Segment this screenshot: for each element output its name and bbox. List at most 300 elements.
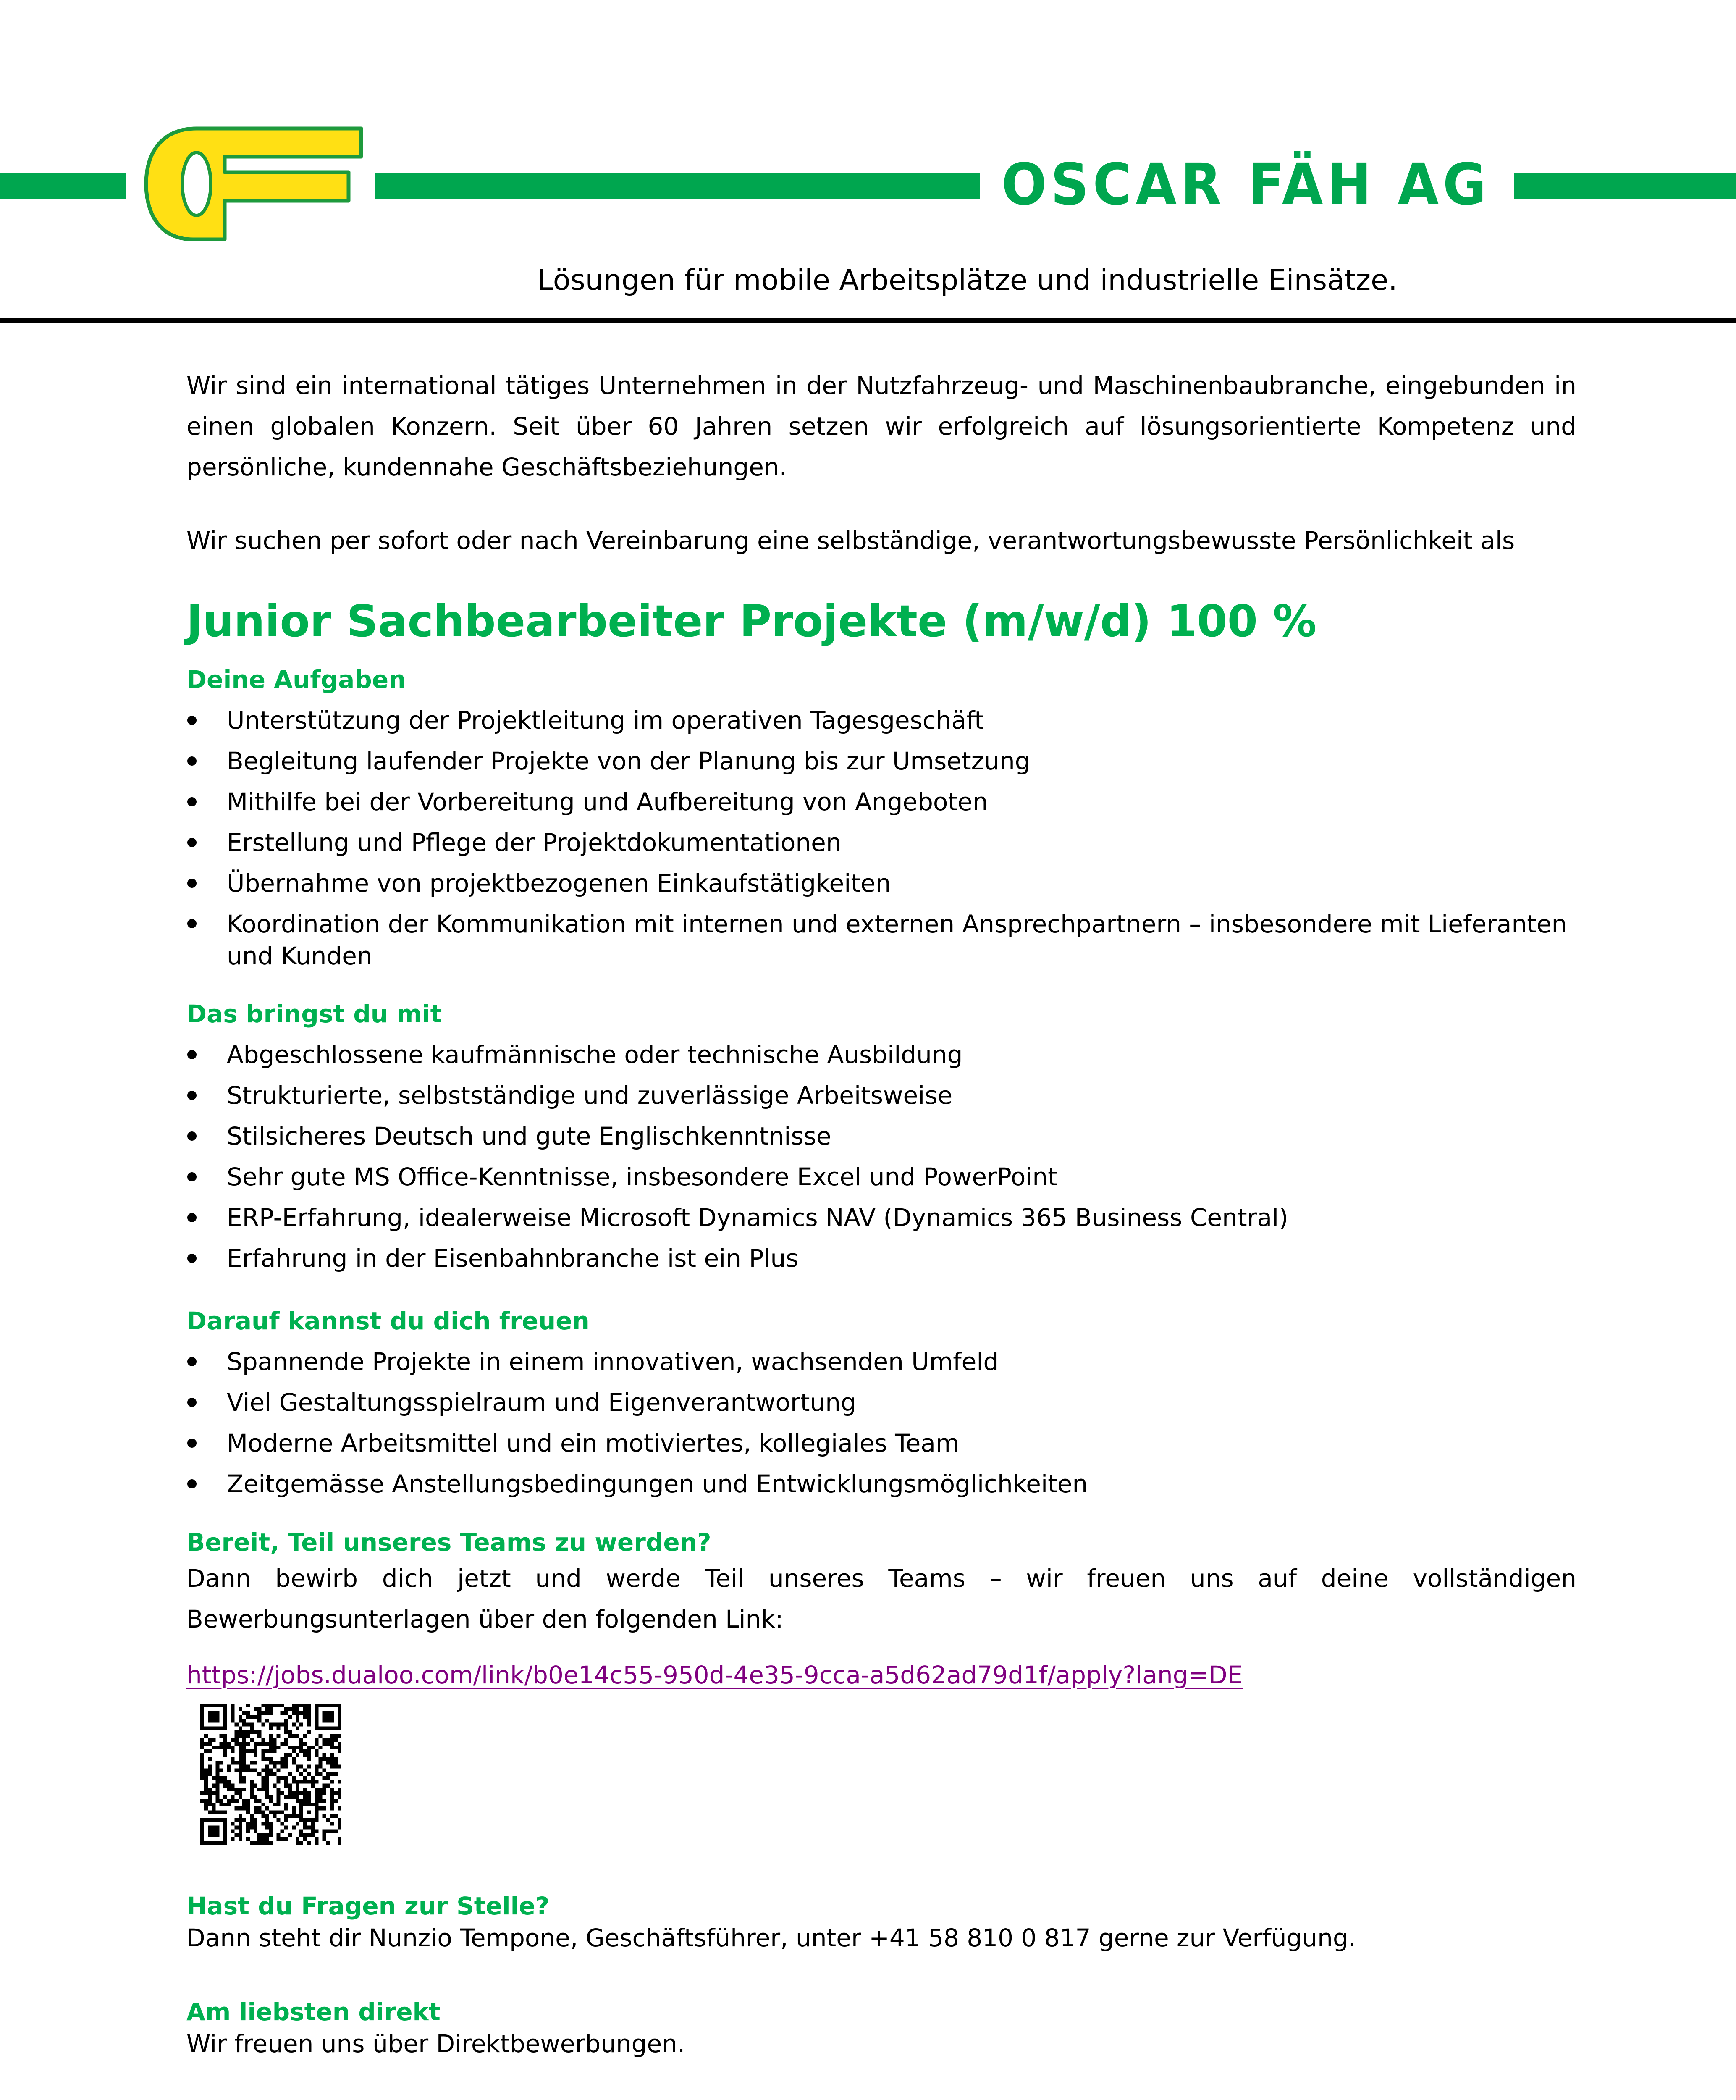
- qr-module: [277, 1768, 281, 1772]
- qr-module: [246, 1837, 250, 1841]
- qr-module: [269, 1704, 273, 1707]
- qr-module: [208, 1833, 212, 1837]
- qr-module: [215, 1841, 219, 1845]
- qr-module: [265, 1837, 269, 1841]
- qr-module: [299, 1764, 303, 1768]
- qr-module: [235, 1734, 239, 1738]
- qr-module: [257, 1788, 261, 1791]
- qr-module: [299, 1841, 303, 1845]
- qr-module: [265, 1788, 269, 1791]
- qr-module: [292, 1711, 296, 1715]
- qr-module: [281, 1722, 284, 1726]
- qr-module: [254, 1707, 257, 1711]
- list-item: Erfahrung in der Eisenbahnbranche ist ein Plus: [186, 1238, 1576, 1279]
- qr-module: [219, 1704, 223, 1707]
- qr-module: [219, 1818, 223, 1822]
- qr-module: [307, 1810, 311, 1814]
- qr-module: [212, 1810, 215, 1814]
- qr-module: [250, 1791, 254, 1795]
- qr-module: [299, 1833, 303, 1837]
- qr-module: [246, 1711, 250, 1715]
- qr-module: [239, 1837, 242, 1841]
- qr-module: [307, 1730, 311, 1734]
- qr-module: [330, 1719, 334, 1722]
- qr-module: [250, 1818, 254, 1822]
- list-item: Erstellung und Pflege der Projektdokumentationen: [186, 822, 1576, 863]
- qr-module: [330, 1806, 334, 1810]
- qr-module: [273, 1772, 277, 1776]
- qr-module: [231, 1795, 235, 1799]
- qr-module: [303, 1818, 307, 1822]
- qr-module: [223, 1795, 227, 1799]
- qr-module: [242, 1753, 246, 1757]
- qr-module: [212, 1833, 215, 1837]
- bullet-icon: [187, 716, 197, 725]
- qr-module: [319, 1764, 323, 1768]
- qr-module: [235, 1742, 239, 1746]
- direct-heading: Am liebsten direkt: [186, 1998, 441, 2026]
- qr-module: [292, 1761, 296, 1764]
- qr-module: [250, 1780, 254, 1784]
- qr-module: [281, 1761, 284, 1764]
- qr-module: [284, 1806, 288, 1810]
- qr-module: [323, 1715, 326, 1719]
- company-logo-icon: [143, 125, 365, 244]
- qr-module: [296, 1814, 299, 1818]
- qr-module: [239, 1806, 242, 1810]
- qr-module: [200, 1822, 204, 1826]
- qr-module: [323, 1784, 326, 1788]
- qr-module: [303, 1753, 307, 1757]
- qr-module: [239, 1772, 242, 1776]
- qr-module: [219, 1742, 223, 1746]
- qr-module: [299, 1711, 303, 1715]
- qr-module: [223, 1734, 227, 1738]
- qr-module: [273, 1722, 277, 1726]
- qr-module: [254, 1715, 257, 1719]
- qr-module: [299, 1806, 303, 1810]
- qr-module: [284, 1795, 288, 1799]
- qr-module: [239, 1814, 242, 1818]
- qr-module: [212, 1738, 215, 1742]
- qr-module: [307, 1722, 311, 1726]
- qr-module: [208, 1749, 212, 1753]
- qr-module: [261, 1711, 265, 1715]
- qr-module: [303, 1803, 307, 1806]
- qr-module: [277, 1704, 281, 1707]
- qr-module: [257, 1730, 261, 1734]
- qr-module: [208, 1768, 212, 1772]
- qr-module: [204, 1791, 208, 1795]
- qr-module: [242, 1749, 246, 1753]
- qr-module: [338, 1822, 341, 1826]
- bullet-icon: [187, 1131, 197, 1141]
- qr-module: [284, 1711, 288, 1715]
- qr-module: [284, 1784, 288, 1788]
- qr-module: [215, 1719, 219, 1722]
- qr-module: [246, 1830, 250, 1833]
- qr-module: [215, 1761, 219, 1764]
- qr-module: [231, 1704, 235, 1707]
- qr-module: [269, 1746, 273, 1749]
- qr-module: [257, 1742, 261, 1746]
- qr-module: [288, 1730, 292, 1734]
- qr-module: [204, 1799, 208, 1803]
- bullet-icon: [187, 1357, 197, 1366]
- qr-module: [307, 1707, 311, 1711]
- qr-module: [281, 1764, 284, 1768]
- qr-module: [200, 1772, 204, 1776]
- qr-module: [292, 1704, 296, 1707]
- qr-module: [330, 1746, 334, 1749]
- qr-module: [219, 1746, 223, 1749]
- qr-module: [307, 1715, 311, 1719]
- qr-module: [208, 1742, 212, 1746]
- qr-module: [330, 1822, 334, 1826]
- qr-module: [246, 1722, 250, 1726]
- qr-module: [288, 1715, 292, 1719]
- qr-module: [223, 1776, 227, 1780]
- qr-module: [250, 1749, 254, 1753]
- qr-module: [219, 1780, 223, 1784]
- qr-module: [338, 1806, 341, 1810]
- header-bar-left: [0, 173, 126, 199]
- list-item: ERP-Erfahrung, idealerweise Microsoft Dynamics NAV (Dynamics 365 Business Central): [186, 1197, 1576, 1238]
- qr-module: [307, 1803, 311, 1806]
- qr-module: [212, 1719, 215, 1722]
- qr-module: [208, 1818, 212, 1822]
- qr-module: [299, 1704, 303, 1707]
- qr-module: [239, 1730, 242, 1734]
- qr-module: [204, 1704, 208, 1707]
- qr-module: [311, 1822, 315, 1826]
- qr-module: [246, 1704, 250, 1707]
- qr-module: [204, 1749, 208, 1753]
- qr-module: [311, 1818, 315, 1822]
- qr-module: [212, 1726, 215, 1730]
- qr-module: [288, 1795, 292, 1799]
- qr-module: [338, 1826, 341, 1830]
- qr-module: [265, 1707, 269, 1711]
- qr-module: [246, 1730, 250, 1734]
- qr-code-icon[interactable]: [200, 1704, 341, 1845]
- qr-module: [212, 1818, 215, 1822]
- qr-module: [254, 1746, 257, 1749]
- qr-module: [231, 1746, 235, 1749]
- qr-module: [284, 1707, 288, 1711]
- qr-module: [296, 1784, 299, 1788]
- qr-module: [227, 1799, 231, 1803]
- qr-module: [281, 1830, 284, 1833]
- qr-module: [338, 1711, 341, 1715]
- qr-module: [261, 1837, 265, 1841]
- qr-module: [281, 1837, 284, 1841]
- qr-module: [215, 1726, 219, 1730]
- qr-module: [338, 1764, 341, 1768]
- qr-module: [235, 1788, 239, 1791]
- qr-module: [235, 1761, 239, 1764]
- qr-module: [231, 1799, 235, 1803]
- qr-module: [277, 1746, 281, 1749]
- qr-module: [303, 1776, 307, 1780]
- qr-module: [323, 1806, 326, 1810]
- job-title: Junior Sachbearbeiter Projekte (m/w/d) 100 %: [186, 596, 1317, 647]
- qr-module: [299, 1738, 303, 1742]
- qr-module: [212, 1711, 215, 1715]
- qr-module: [323, 1830, 326, 1833]
- qr-module: [261, 1722, 265, 1726]
- qr-module: [254, 1841, 257, 1845]
- qr-module: [269, 1822, 273, 1826]
- qr-module: [292, 1791, 296, 1795]
- qr-module: [315, 1780, 318, 1784]
- qr-module: [223, 1704, 227, 1707]
- qr-module: [299, 1810, 303, 1814]
- header-bar-right: [1514, 173, 1736, 199]
- qr-module: [307, 1749, 311, 1753]
- qr-module: [284, 1742, 288, 1746]
- qr-module: [269, 1761, 273, 1764]
- qr-module: [242, 1738, 246, 1742]
- qr-module: [269, 1795, 273, 1799]
- qr-module: [231, 1749, 235, 1753]
- qr-module: [338, 1707, 341, 1711]
- qr-module: [330, 1799, 334, 1803]
- qr-module: [257, 1799, 261, 1803]
- qr-module: [311, 1803, 315, 1806]
- qr-module: [239, 1791, 242, 1795]
- list-item: Unterstützung der Projektleitung im operativen Tagesgeschäft: [186, 700, 1576, 741]
- qr-module: [223, 1738, 227, 1742]
- qr-module: [269, 1738, 273, 1742]
- qr-module: [334, 1734, 338, 1738]
- qr-module: [323, 1726, 326, 1730]
- qr-module: [277, 1818, 281, 1822]
- qr-module: [208, 1788, 212, 1791]
- qr-module: [273, 1738, 277, 1742]
- qr-module: [284, 1761, 288, 1764]
- qr-module: [330, 1814, 334, 1818]
- qr-module: [277, 1791, 281, 1795]
- qr-module: [307, 1746, 311, 1749]
- qr-module: [269, 1768, 273, 1772]
- header-bar-middle: [375, 173, 980, 199]
- qr-module: [239, 1753, 242, 1757]
- qr-module: [231, 1719, 235, 1722]
- qr-module: [303, 1833, 307, 1837]
- qr-module: [227, 1803, 231, 1806]
- qr-module: [208, 1704, 212, 1707]
- qr-module: [326, 1784, 330, 1788]
- qr-module: [215, 1799, 219, 1803]
- qr-module: [250, 1738, 254, 1742]
- qr-module: [303, 1711, 307, 1715]
- qr-module: [215, 1711, 219, 1715]
- qr-module: [288, 1788, 292, 1791]
- qr-module: [242, 1722, 246, 1726]
- qr-module: [231, 1788, 235, 1791]
- qr-module: [265, 1780, 269, 1784]
- qr-module: [307, 1791, 311, 1795]
- qr-module: [257, 1719, 261, 1722]
- qr-module: [338, 1719, 341, 1722]
- qr-module: [215, 1830, 219, 1833]
- list-item: Abgeschlossene kaufmännische oder technische Ausbildung: [186, 1034, 1576, 1075]
- qr-module: [246, 1734, 250, 1738]
- qr-module: [284, 1730, 288, 1734]
- qr-module: [215, 1784, 219, 1788]
- qr-module: [223, 1803, 227, 1806]
- qr-module: [296, 1711, 299, 1715]
- qr-module: [261, 1788, 265, 1791]
- qr-module: [284, 1726, 288, 1730]
- qr-module: [261, 1810, 265, 1814]
- qr-module: [315, 1742, 318, 1746]
- qr-module: [261, 1704, 265, 1707]
- qr-module: [204, 1803, 208, 1806]
- intro-paragraph: Wir sind ein international tätiges Unternehmen in der Nutzfahrzeug- und Maschinenbaubranche, eingebunden in einen globalen Konzern. Seit über 60 Jahren setzen wir erfolgreich auf lösungsorientierte Kompetenz und persönliche, kundennahe Geschäftsbeziehungen.: [186, 371, 1576, 481]
- qr-module: [281, 1757, 284, 1761]
- qr-module: [277, 1799, 281, 1803]
- qr-module: [254, 1768, 257, 1772]
- qr-module: [303, 1822, 307, 1826]
- qr-module: [338, 1818, 341, 1822]
- qr-module: [261, 1738, 265, 1742]
- qr-module: [246, 1768, 250, 1772]
- qr-module: [281, 1742, 284, 1746]
- qr-module: [303, 1799, 307, 1803]
- qr-module: [315, 1810, 318, 1814]
- qr-module: [311, 1784, 315, 1788]
- qr-module: [303, 1791, 307, 1795]
- qr-module: [338, 1704, 341, 1707]
- qr-module: [200, 1764, 204, 1768]
- qr-module: [215, 1795, 219, 1799]
- qr-module: [307, 1772, 311, 1776]
- qr-module: [215, 1818, 219, 1822]
- qr-module: [208, 1764, 212, 1768]
- qr-module: [281, 1810, 284, 1814]
- qr-module: [265, 1757, 269, 1761]
- qr-module: [315, 1749, 318, 1753]
- qr-module: [323, 1719, 326, 1722]
- qr-module: [315, 1722, 318, 1726]
- qr-module: [299, 1791, 303, 1795]
- qr-module: [292, 1757, 296, 1761]
- bullet-icon: [187, 1398, 197, 1407]
- qr-module: [277, 1803, 281, 1806]
- qr-module: [315, 1764, 318, 1768]
- qr-module: [265, 1841, 269, 1845]
- qr-module: [227, 1746, 231, 1749]
- qr-module: [326, 1772, 330, 1776]
- qr-module: [323, 1837, 326, 1841]
- qr-module: [292, 1795, 296, 1799]
- qr-module: [254, 1742, 257, 1746]
- qr-module: [227, 1780, 231, 1784]
- qr-module: [215, 1791, 219, 1795]
- qr-module: [215, 1704, 219, 1707]
- qr-module: [284, 1780, 288, 1784]
- qr-module: [242, 1764, 246, 1768]
- qr-module: [231, 1830, 235, 1833]
- qr-module: [208, 1803, 212, 1806]
- qr-module: [299, 1818, 303, 1822]
- qr-module: [323, 1753, 326, 1757]
- qr-module: [323, 1776, 326, 1780]
- qr-module: [292, 1722, 296, 1726]
- qr-module: [242, 1799, 246, 1803]
- qr-module: [334, 1738, 338, 1742]
- qr-module: [200, 1837, 204, 1841]
- list-item: Übernahme von projektbezogenen Einkaufstätigkeiten: [186, 863, 1576, 904]
- qr-module: [200, 1776, 204, 1780]
- qr-module: [315, 1768, 318, 1772]
- qr-module: [315, 1799, 318, 1803]
- qr-module: [239, 1795, 242, 1799]
- qr-module: [246, 1799, 250, 1803]
- qr-module: [296, 1715, 299, 1719]
- qr-module: [330, 1830, 334, 1833]
- qr-module: [265, 1826, 269, 1830]
- qr-module: [223, 1722, 227, 1726]
- qr-module: [239, 1707, 242, 1711]
- qr-module: [219, 1803, 223, 1806]
- qr-module: [246, 1806, 250, 1810]
- qr-module: [315, 1806, 318, 1810]
- qr-module: [250, 1784, 254, 1788]
- qr-module: [338, 1837, 341, 1841]
- qr-module: [208, 1799, 212, 1803]
- qr-module: [338, 1746, 341, 1749]
- qr-module: [338, 1791, 341, 1795]
- qr-module: [200, 1833, 204, 1837]
- qr-module: [315, 1841, 318, 1845]
- qr-module: [227, 1742, 231, 1746]
- qr-module: [223, 1746, 227, 1749]
- qr-module: [288, 1746, 292, 1749]
- qr-module: [261, 1841, 265, 1845]
- company-name: OSCAR FÄH AG: [1002, 152, 1490, 218]
- qr-module: [303, 1795, 307, 1799]
- qr-module: [292, 1810, 296, 1814]
- qr-module: [307, 1841, 311, 1845]
- qr-module: [254, 1784, 257, 1788]
- qr-module: [319, 1788, 323, 1791]
- qr-module: [334, 1726, 338, 1730]
- qr-module: [303, 1707, 307, 1711]
- qr-module: [299, 1803, 303, 1806]
- qr-module: [265, 1833, 269, 1837]
- qr-module: [235, 1791, 239, 1795]
- qr-module: [208, 1826, 212, 1830]
- qr-module: [246, 1826, 250, 1830]
- qr-module: [273, 1746, 277, 1749]
- qr-module: [319, 1726, 323, 1730]
- qr-module: [200, 1722, 204, 1726]
- qr-module: [254, 1810, 257, 1814]
- qr-module: [330, 1795, 334, 1799]
- qr-module: [330, 1757, 334, 1761]
- qr-module: [315, 1803, 318, 1806]
- qr-module: [296, 1764, 299, 1768]
- apply-link[interactable]: https://jobs.dualoo.com/link/b0e14c55-950d-4e35-9cca-a5d62ad79d1f/apply?lang=DE: [186, 1661, 1243, 1689]
- qr-module: [334, 1746, 338, 1749]
- qr-module: [315, 1772, 318, 1776]
- qr-module: [212, 1776, 215, 1780]
- qr-module: [242, 1734, 246, 1738]
- list-item: Viel Gestaltungsspielraum und Eigenverantwortung: [186, 1382, 1576, 1423]
